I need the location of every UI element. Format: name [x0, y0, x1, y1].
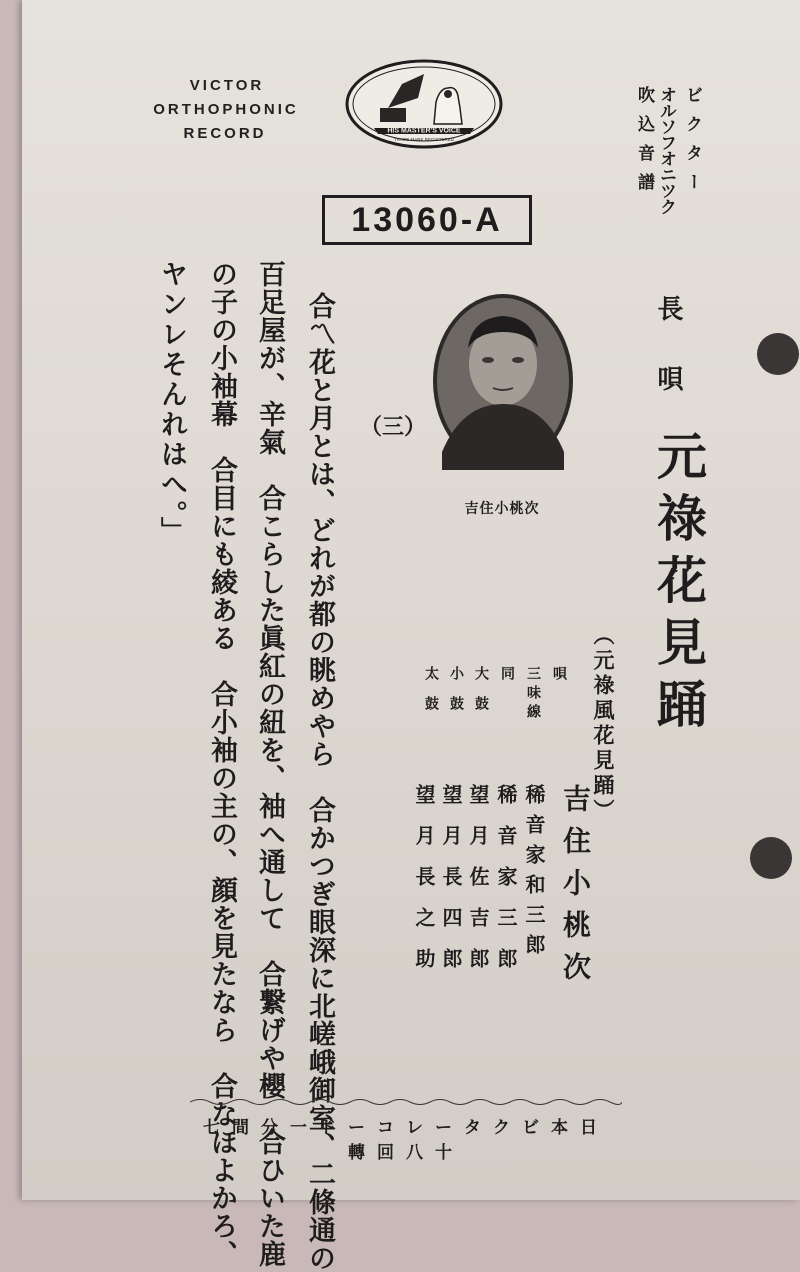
- performer-uta: 吉住小桃次: [559, 784, 592, 994]
- brand-ja-col-3: 吹込音譜: [634, 86, 654, 202]
- role-uta: 唄: [551, 666, 567, 680]
- performer-shamisen-1: 稀音家三郎: [494, 784, 518, 989]
- performer-portrait: [432, 292, 574, 470]
- lyrics-line-3: の子の小袖幕 合目にも綾ある 合小袖の主の、顔を見たなら 合なほよかろ、: [206, 260, 237, 1268]
- punch-hole-bottom: [750, 837, 792, 879]
- song-genre: 長唄: [653, 295, 683, 435]
- song-part: （三）: [360, 414, 427, 440]
- brand-ja-col-1: ビクター: [682, 86, 702, 202]
- song-title: 元祿花見踊: [649, 430, 708, 740]
- brand-en-line-1: VICTOR: [189, 77, 265, 94]
- punch-hole-top: [757, 333, 799, 375]
- role-shamisen: 三味線: [525, 666, 541, 723]
- portrait-caption: 吉住小桃次: [464, 501, 540, 517]
- role-dou: 同: [499, 666, 515, 680]
- brand-en-line-3: RECORD: [183, 125, 267, 142]
- brand-ja-col-2: オルソフオニツク: [656, 86, 676, 214]
- lyrics-line-2: 百足屋が、辛氣 合こらした眞紅の紐を、袖へ通して 合繋げや櫻 合ひいた鹿: [254, 260, 285, 1268]
- performer-otsuzumi: 望月長四郎: [439, 784, 463, 989]
- performer-kotsuzumi: 望月佐吉郎: [466, 784, 490, 989]
- brand-en-line-2: ORTHOPHONIC: [153, 101, 299, 118]
- role-kotsuzumi: 小鼓: [448, 666, 464, 726]
- record-leaflet: [22, 0, 800, 1272]
- role-otsuzumi: 大鼓: [473, 666, 489, 726]
- lyrics-line-1: 合〽花と月とは、どれが都の眺めやら 合かつぎ眼深に北嵯峨御室、二條通の: [304, 292, 335, 1272]
- role-taiko: 太鼓: [423, 666, 439, 726]
- lyrics-line-4: ヤンレそんれはへ。」: [156, 260, 187, 547]
- footer-rule: [190, 1097, 622, 1107]
- catalog-number: 13060-A: [322, 195, 532, 245]
- his-masters-voice-logo: [344, 58, 504, 150]
- song-subtitle: （元祿風花見踊）: [591, 624, 616, 824]
- footer-text: [190, 1113, 622, 1163]
- logo-text: HIS MASTER'S VOICE: [387, 127, 461, 135]
- logo-subtext: TRADE MARK REGISTERED: [393, 137, 455, 142]
- footer-text-span: 日本ビクターレコード一分間七十八回轉: [203, 1118, 609, 1163]
- performer-shamisen-2: 稀音家和三郎: [522, 784, 546, 964]
- performer-taiko: 望月長之助: [412, 784, 436, 989]
